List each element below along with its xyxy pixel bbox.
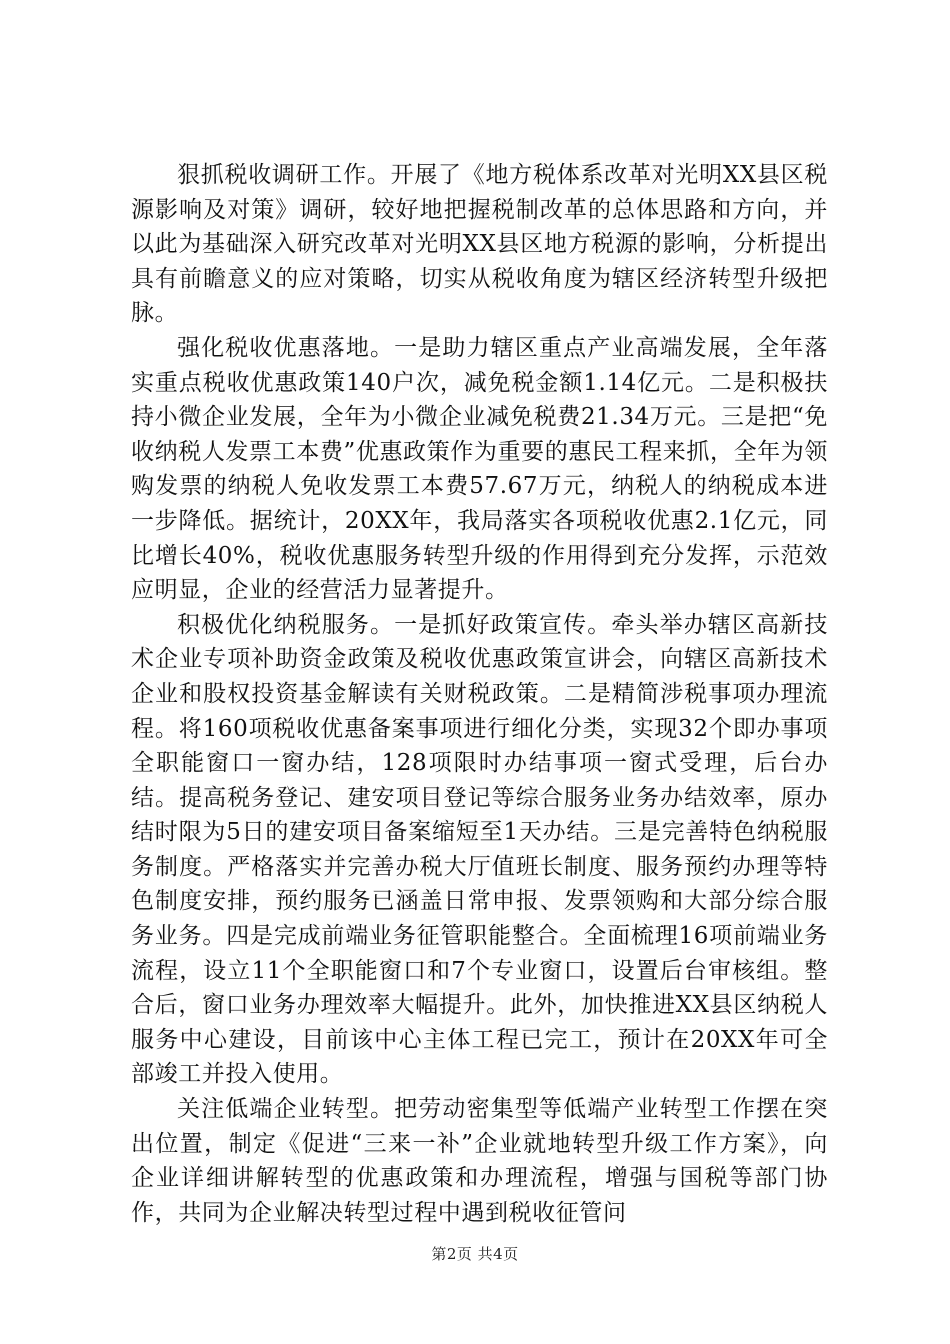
paragraph-tax-research: 狠抓税收调研工作。开展了《地方税体系改革对光明XX县区税源影响及对策》调研，较好地把握税制改革的总体思路和方向，并以此为基础深入研究改革对光明XX县区地方税源的影响，分析提出具有前瞻意义的应对策略，切实从税收角度为辖区经济转型升级把脉。: [131, 162, 828, 327]
page-number-footer: 第2页 共4页: [431, 1245, 519, 1263]
paragraph-tax-incentives: 强化税收优惠落地。一是助力辖区重点产业高端发展，全年落实重点税收优惠政策140户次，减免税金额1.14亿元。二是积极扶持小微企业发展，全年为小微企业减免税费21.34万元。三是把“免收纳税人发票工本费”优惠政策作为重要的惠民工程来抓，全年为领购发票的纳税人免收发票工本费57.67万元，纳税人的纳税成本进一步降低。据统计，20XX年，我局落实各项税收优惠2.1亿元，同比增长40%，税收优惠服务转型升级的作用得到充分发挥，示范效应明显，企业的经营活力显著提升。: [131, 334, 828, 604]
document-body: [131, 158, 828, 1230]
paragraph-tax-service: 积极优化纳税服务。一是抓好政策宣传。牵头举办辖区高新技术企业专项补助资金政策及税收优惠政策宣讲会，向辖区高新技术企业和股权投资基金解读有关财税政策。二是精简涉税事项办理流程。将160项税收优惠备案事项进行细化分类，实现32个即办事项全职能窗口一窗办结，128项限时办结事项一窗式受理，后台办结。提高税务登记、建安项目登记等综合服务业务办结效率，原办结时限为5日的建安项目备案缩短至1天办结。三是完善特色纳税服务制度。严格落实并完善办税大厅值班长制度、服务预约办理等特色制度安排，预约服务已涵盖日常申报、发票领购和大部分综合服务业务。四是完成前端业务征管职能整合。全面梳理16项前端业务流程，设立11个全职能窗口和7个专业窗口，设置后台审核组。整合后，窗口业务办理效率大幅提升。此外，加快推进XX县区纳税人服务中心建设，目前该中心主体工程已完工，预计在20XX年可全部竣工并投入使用。: [131, 611, 828, 1088]
paragraph-enterprise-transformation: 关注低端企业转型。把劳动密集型等低端产业转型工作摆在突出位置，制定《促进“三来一补”企业就地转型升级工作方案》，向企业详细讲解转型的优惠政策和办理流程，增强与国税等部门协作，共同为企业解决转型过程中遇到税收征管问: [131, 1096, 828, 1226]
